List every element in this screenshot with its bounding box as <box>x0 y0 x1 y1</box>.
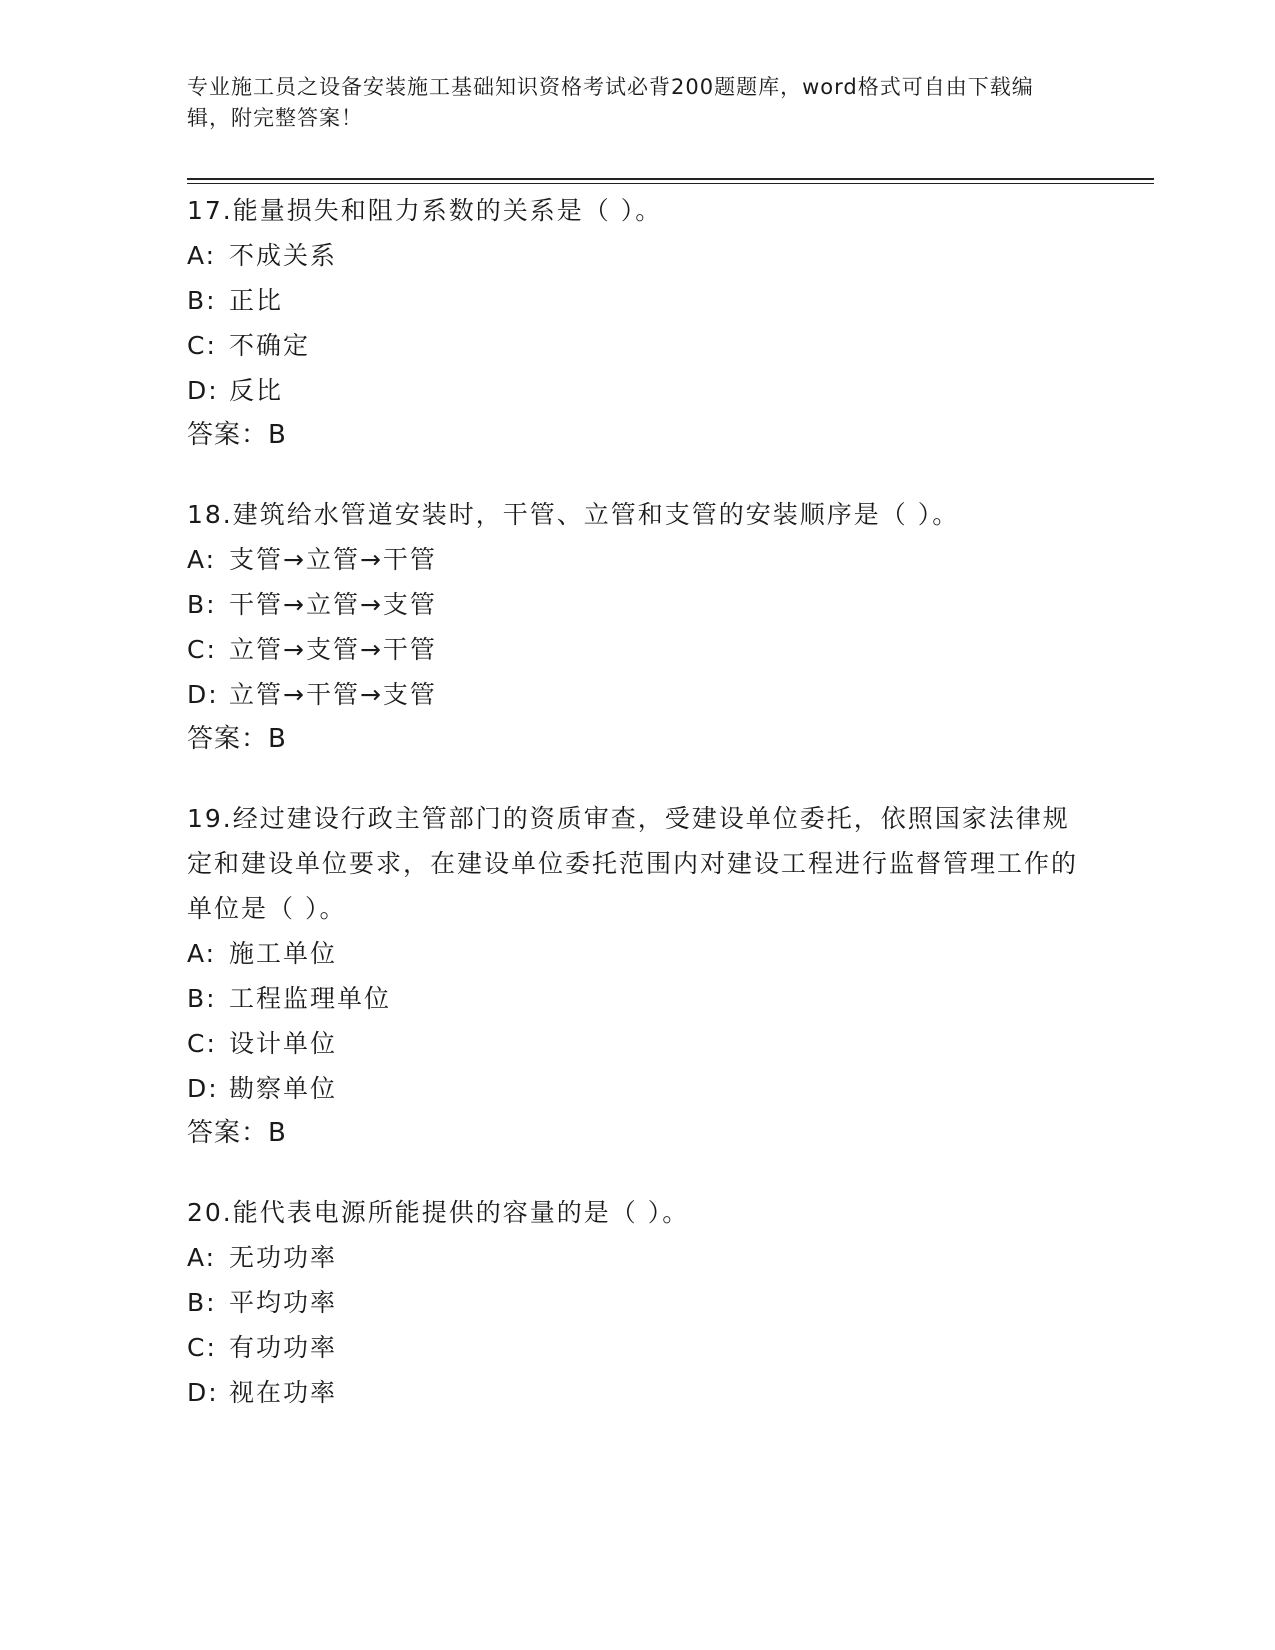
option-letter: B: <box>187 286 217 315</box>
option-letter: D: <box>187 1074 219 1103</box>
option-c <box>187 1325 1087 1370</box>
option-b <box>187 976 1087 1021</box>
option-letter: D: <box>187 1378 219 1407</box>
option-letter: C: <box>187 1029 217 1058</box>
option-text: 无功功率 <box>229 1243 338 1272</box>
option-letter: C: <box>187 331 217 360</box>
question-list <box>187 188 1087 1449</box>
question-stem: 18.建筑给水管道安装时，干管、立管和支管的安装顺序是（ ）。 <box>187 500 960 529</box>
option-a <box>187 931 1087 976</box>
question-stem: 17.能量损失和阻力系数的关系是（ ）。 <box>187 196 663 225</box>
option-text: 视在功率 <box>229 1378 338 1407</box>
option-letter: D: <box>187 376 219 405</box>
option-text: 干管→立管→支管 <box>229 590 437 619</box>
option-text: 平均功率 <box>229 1288 338 1317</box>
option-letter: B: <box>187 1288 217 1317</box>
option-text: 不成关系 <box>229 241 338 270</box>
option-text: 不确定 <box>229 331 311 360</box>
question-stem: 20.能代表电源所能提供的容量的是（ ）。 <box>187 1198 690 1227</box>
option-letter: B: <box>187 590 217 619</box>
option-letter: C: <box>187 635 217 664</box>
header-rule-thin <box>187 183 1154 184</box>
document-header: 专业施工员之设备安装施工基础知识资格考试必背200题题库，word格式可自由下载编辑，附完整答案！ <box>187 75 1034 130</box>
option-b <box>187 582 1087 627</box>
option-letter: A: <box>187 241 217 270</box>
option-letter: A: <box>187 1243 217 1272</box>
option-d <box>187 672 1087 717</box>
question-20 <box>187 1190 1087 1415</box>
option-d <box>187 1066 1087 1111</box>
answer-line: 答案：B <box>187 724 287 754</box>
option-d <box>187 368 1087 413</box>
option-letter: D: <box>187 680 219 709</box>
option-letter: C: <box>187 1333 217 1362</box>
option-text: 立管→干管→支管 <box>229 680 437 709</box>
option-text: 支管→立管→干管 <box>229 545 437 574</box>
option-c <box>187 323 1087 368</box>
option-b <box>187 278 1087 323</box>
question-17 <box>187 188 1087 458</box>
question-stem: 19.经过建设行政主管部门的资质审查，受建设单位委托，依照国家法律规定和建设单位要求，在建设单位委托范围内对建设工程进行监督管理工作的单位是（ ）。 <box>187 804 1079 923</box>
option-text: 有功功率 <box>229 1333 338 1362</box>
answer-line: 答案：B <box>187 420 287 450</box>
option-c <box>187 627 1087 672</box>
option-text: 勘察单位 <box>229 1074 338 1103</box>
option-a <box>187 1235 1087 1280</box>
option-text: 正比 <box>229 286 284 315</box>
option-letter: A: <box>187 939 217 968</box>
option-d <box>187 1370 1087 1415</box>
option-text: 立管→支管→干管 <box>229 635 437 664</box>
option-c <box>187 1021 1087 1066</box>
option-text: 工程监理单位 <box>229 984 392 1013</box>
header-rule-thick <box>187 178 1154 180</box>
option-b <box>187 1280 1087 1325</box>
option-text: 设计单位 <box>229 1029 338 1058</box>
question-18 <box>187 492 1087 762</box>
option-text: 施工单位 <box>229 939 338 968</box>
option-letter: A: <box>187 545 217 574</box>
answer-line: 答案：B <box>187 1118 287 1148</box>
option-a <box>187 233 1087 278</box>
option-letter: B: <box>187 984 217 1013</box>
option-a <box>187 537 1087 582</box>
question-19 <box>187 796 1087 1156</box>
option-text: 反比 <box>229 376 284 405</box>
